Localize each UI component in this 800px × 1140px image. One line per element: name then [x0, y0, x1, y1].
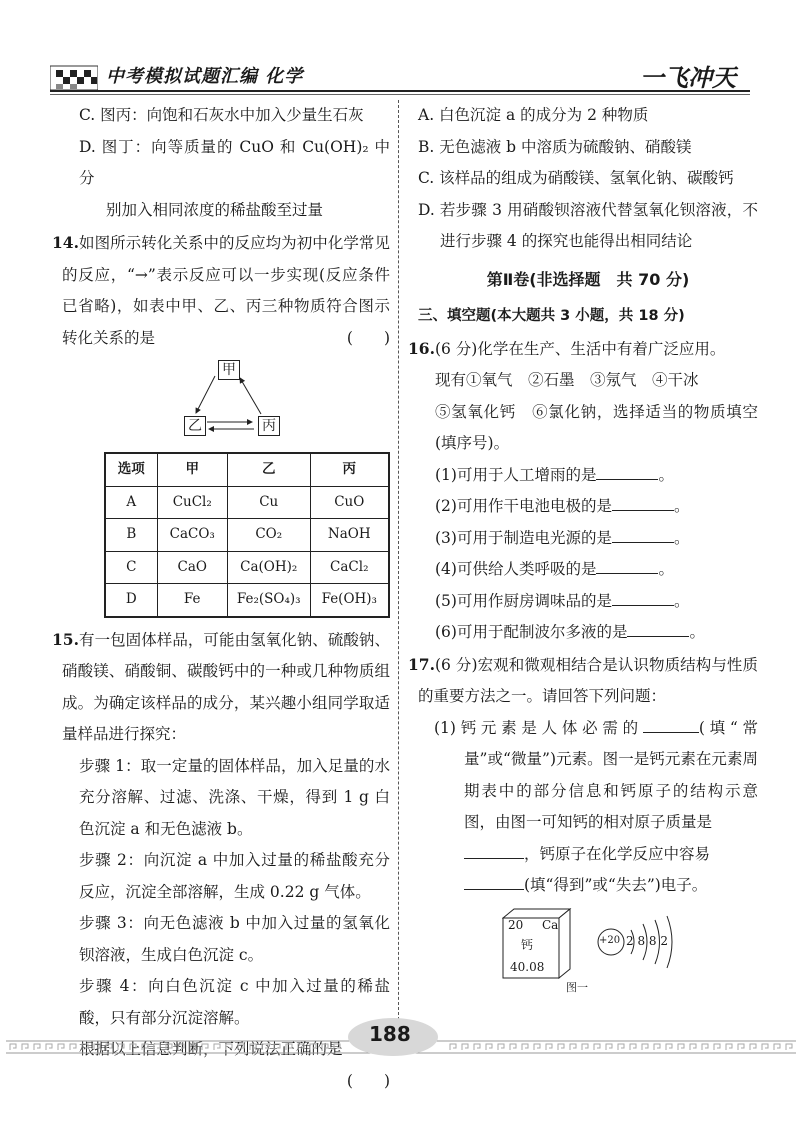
- question-15: [52, 624, 390, 1098]
- q16-item-1-text: (1)可用于人工增雨的是: [435, 465, 597, 484]
- right-column: [408, 100, 758, 994]
- nucleus-charge: +20: [599, 934, 621, 946]
- part-2-title: 第Ⅱ卷(非选择题 共 70 分): [486, 269, 690, 289]
- q15-step-3: 步骤 3：向无色滤液 b 中加入过量的氢氧化钡溶液，生成白色沉淀 c。: [79, 914, 390, 964]
- table-cell: Fe: [157, 584, 227, 617]
- table-cell: D: [105, 584, 157, 617]
- q17-intro: (6 分)宏观和微观相结合是认识物质结构与性质的重要方法之一。请回答下列问题：: [418, 655, 758, 705]
- q16-item-6: (6)可用于配制波尔多液的是 。: [418, 617, 758, 649]
- column-divider: [398, 100, 399, 1030]
- q17-part1-a: (1)钙元素是人体必需的: [434, 718, 643, 737]
- q15-step-1: 步骤 1：取一定量的固体样品，加入足量的水充分溶解、过滤、洗涤、干燥，得到 1 g 白色沉淀 a 和无色滤液 b。: [79, 756, 390, 838]
- table-row: [105, 486, 389, 519]
- question-16: [408, 333, 758, 649]
- question-17: [408, 649, 758, 994]
- q13-option-c: C. 图丙：向饱和石灰水中加入少量生石灰: [79, 106, 364, 124]
- table-cell: CuO: [310, 486, 389, 519]
- table-cell: Ca(OH)₂: [227, 551, 310, 584]
- q17-number: 17.: [408, 654, 435, 674]
- q15-answer-paren: ( ): [346, 1071, 390, 1090]
- q14-text: 如图所示转化关系中的反应均为初中化学常见的反应，“→”表示反应可以一步实现(反应条件已省略)，如表中甲、乙、丙三种物质符合图示转化关系的是: [62, 234, 390, 347]
- table-cell: NaOH: [310, 519, 389, 552]
- answer-blank[interactable]: [612, 587, 674, 606]
- table-cell: CuCl₂: [157, 486, 227, 519]
- q16-item-4: (4)可供给人类呼吸的是 。: [418, 554, 758, 586]
- q15-conclusion: 根据以上信息判断，下列说法正确的是: [79, 1040, 343, 1058]
- q16-item-4-text: (4)可供给人类呼吸的是: [435, 560, 597, 578]
- q15-step-2: 步骤 2：向沉淀 a 中加入过量的稀盐酸充分反应，沉淀全部溶解，生成 0.22 g 气体。: [79, 851, 390, 901]
- table-cell: Fe₂(SO₄)₃: [227, 584, 310, 617]
- table-header: 甲: [157, 453, 227, 486]
- q15-text: 有一包固体样品，可能由氢氧化钠、硫酸钠、硝酸镁、硝酸铜、碳酸钙中的一种或几种物质组成。为确定该样品的成分，某兴趣小组同学取适量样品进行探究：: [62, 630, 390, 743]
- q17-part1-d: (填“得到”或“失去”)电子。: [524, 876, 708, 894]
- table-row: [105, 519, 389, 552]
- table-header-row: [105, 453, 389, 486]
- electron-shells: 2 8 8 2: [626, 933, 668, 948]
- q16-number: 16.: [408, 338, 435, 358]
- q16-item-3-text: (3)可用于制造电光源的是: [435, 528, 612, 547]
- left-column: [52, 100, 390, 1097]
- q16-intro: (6 分)化学在生产、生活中有着广泛应用。: [434, 339, 726, 358]
- table-row: [105, 551, 389, 584]
- header-rule: [50, 90, 750, 92]
- table-cell: CaCO₃: [157, 519, 227, 552]
- table-cell: Fe(OH)₃: [310, 584, 389, 617]
- atomic-mass: 40.08: [510, 959, 545, 974]
- node-jia: 甲: [218, 360, 240, 380]
- q17-part1-c: ，钙原子在化学反应中容易: [524, 844, 711, 863]
- q14-number: 14.: [52, 233, 79, 252]
- node-bing: 丙: [258, 416, 280, 436]
- question-14: [52, 227, 390, 354]
- q15-step-4: 步骤 4：向白色沉淀 c 中加入过量的稀盐酸，只有部分沉淀溶解。: [79, 977, 390, 1027]
- answer-blank[interactable]: [627, 618, 689, 637]
- answer-blank[interactable]: [612, 524, 674, 543]
- answer-blank[interactable]: [596, 461, 658, 480]
- q15-option-a: A. 白色沉淀 a 的成分为 2 种物质: [418, 106, 649, 124]
- table-row: [105, 584, 389, 617]
- checker-logo-icon: [50, 62, 98, 90]
- table-cell: CaO: [157, 551, 227, 584]
- q14-answer-paren: ( ): [346, 328, 390, 347]
- q16-item-2-text: (2)可用作干电池电极的是: [435, 497, 612, 515]
- brand-logo: 一飞冲天: [640, 64, 736, 92]
- section-3-title: 三、填空题(本大题共 3 小题，共 18 分): [418, 308, 685, 324]
- q16-item-3: (3)可用于制造电光源的是 。: [418, 523, 758, 555]
- q13-option-d-cont: 别加入相同浓度的稀盐酸至过量: [106, 200, 324, 219]
- q16-item-2: (2)可用作干电池电极的是 。: [418, 491, 758, 523]
- q16-item-1: (1)可用于人工增雨的是 。: [418, 460, 758, 492]
- q15-option-b: B. 无色滤液 b 中溶质为硫酸钠、硝酸镁: [418, 137, 692, 156]
- q15-number: 15.: [52, 629, 79, 649]
- book-title: 中考模拟试题汇编 化学: [106, 66, 304, 87]
- q13-option-d: D. 图丁：向等质量的 CuO 和 Cu(OH)₂ 中分: [79, 137, 390, 187]
- node-yi: 乙: [184, 416, 206, 436]
- answer-blank[interactable]: [464, 871, 524, 890]
- table-cell: A: [105, 486, 157, 519]
- table-header: 丙: [310, 453, 389, 486]
- page-number: 188: [369, 1022, 411, 1046]
- answer-blank[interactable]: [643, 714, 699, 733]
- q16-item-5-text: (5)可用作厨房调味品的是: [435, 591, 612, 610]
- figure-caption: 图一: [566, 980, 588, 994]
- q17-part-1: [418, 713, 758, 902]
- table-header: 选项: [105, 453, 157, 486]
- atomic-number: 20: [508, 917, 524, 932]
- q16-choices-1: 现有①氧气 ②石墨 ③氖气 ④干冰: [435, 371, 699, 389]
- q15-option-d: D. 若步骤 3 用硝酸钡溶液代替氢氧化钡溶液，不进行步骤 4 的探究也能得出相同结论: [418, 200, 758, 250]
- table-cell: C: [105, 551, 157, 584]
- q16-choices-2: ⑤氢氧化钙 ⑥氯化钠，选择适当的物质填空(填序号)。: [435, 402, 758, 452]
- q16-item-5: (5)可用作厨房调味品的是 。: [418, 586, 758, 618]
- table-cell: Cu: [227, 486, 310, 519]
- header-rule-thin: [50, 94, 750, 95]
- table-header: 乙: [227, 453, 310, 486]
- q17-part1-b: (填“常量”或“微量”)元素。图一是钙元素在元素周期表中的部分信息和钙原子的结构示意图，由图一可知钙的相对原子质量是: [464, 718, 758, 831]
- q14-options-table: [104, 452, 390, 618]
- page-header: [0, 0, 800, 100]
- answer-blank[interactable]: [596, 555, 658, 574]
- conversion-diagram: [62, 358, 390, 448]
- table-cell: CO₂: [227, 519, 310, 552]
- answer-blank[interactable]: [464, 840, 524, 859]
- q16-item-6-text: (6)可用于配制波尔多液的是: [435, 623, 628, 641]
- figure-1: [418, 902, 758, 992]
- q15-option-c: C. 该样品的组成为硝酸镁、氢氧化钠、碳酸钙: [418, 169, 734, 187]
- table-cell: CaCl₂: [310, 551, 389, 584]
- diagram-arrows: [62, 358, 392, 448]
- element-symbol: Ca: [542, 917, 559, 932]
- element-name: 钙: [521, 937, 534, 952]
- answer-blank[interactable]: [612, 492, 674, 511]
- table-cell: B: [105, 519, 157, 552]
